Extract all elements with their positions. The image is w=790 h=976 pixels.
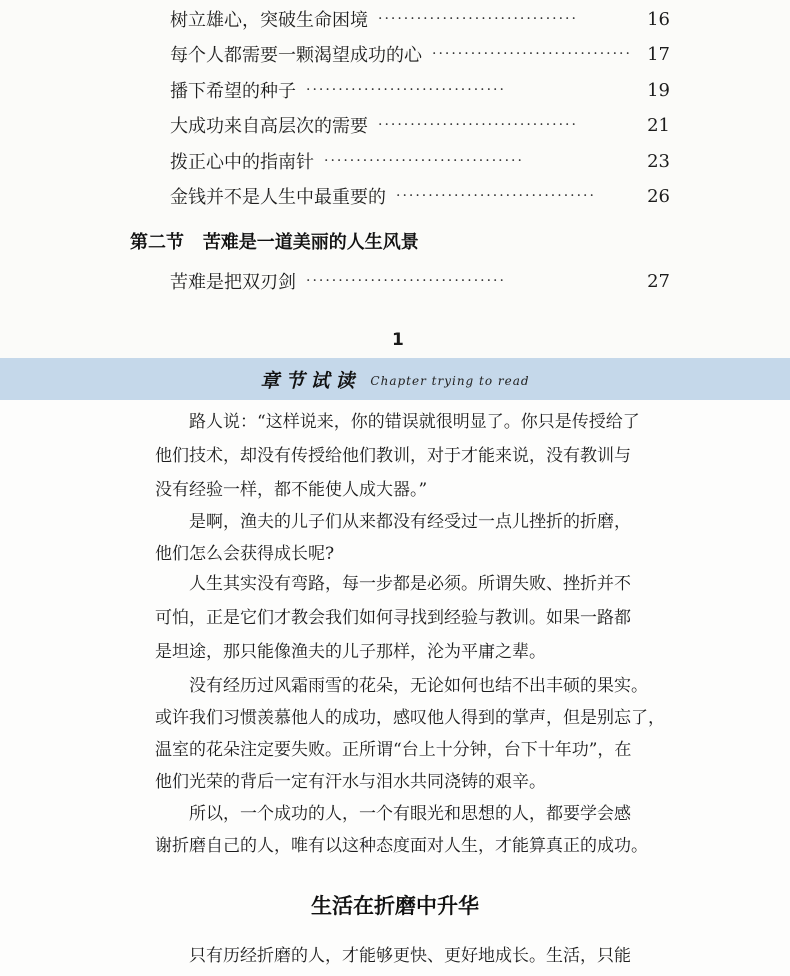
toc-leader-dots: ······························· xyxy=(324,153,524,169)
toc-section-heading[interactable] xyxy=(130,228,419,254)
chapter-preview-banner xyxy=(0,358,790,400)
body-line: 所以，一个成功的人，一个有眼光和思想的人，都要学会感 xyxy=(155,804,631,824)
body-line: 他们光荣的背后一定有汗水与泪水共同浇铸的艰辛。 xyxy=(155,772,546,792)
toc-page xyxy=(0,0,790,358)
body-line: 是坦途，那只能像渔夫的儿子那样，沦为平庸之辈。 xyxy=(155,642,546,662)
toc-entry[interactable] xyxy=(170,266,670,296)
section-subtitle: 生活在折磨中升华 xyxy=(311,894,479,918)
body-line: 只有历经折磨的人，才能够更快、更好地成长。生活，只能 xyxy=(155,946,631,966)
toc-entry-page: 17 xyxy=(647,43,670,65)
toc-entry[interactable] xyxy=(170,110,670,140)
body-line: 可怕，正是它们才教会我们如何寻找到经验与教训。如果一路都 xyxy=(155,608,631,628)
body-line: 是啊，渔夫的儿子们从来都没有经受过一点儿挫折的折磨， xyxy=(155,512,631,532)
toc-leader-dots: ······························· xyxy=(378,117,578,133)
toc-entry-page: 19 xyxy=(647,79,670,101)
toc-entry-title: 大成功来自高层次的需要 xyxy=(170,116,368,137)
toc-entry[interactable] xyxy=(170,181,670,211)
toc-entry[interactable] xyxy=(170,4,670,34)
toc-entry-page: 16 xyxy=(647,8,670,30)
toc-entry-title: 金钱并不是人生中最重要的 xyxy=(170,187,386,208)
toc-entry-title: 树立雄心，突破生命困境 xyxy=(170,10,368,31)
body-line: 人生其实没有弯路，每一步都是必须。所谓失败、挫折并不 xyxy=(155,574,631,594)
toc-entry-title: 苦难是把双刃剑 xyxy=(170,272,296,293)
toc-entry-page: 21 xyxy=(647,114,670,136)
banner-title-cn: 章节试读 xyxy=(260,369,361,392)
body-line: 他们技术，却没有传授给他们教训，对于才能来说，没有教训与 xyxy=(155,446,631,466)
section-label: 第二节 xyxy=(130,232,184,253)
body-line: 或许我们习惯羡慕他人的成功，感叹他人得到的掌声，但是别忘了， xyxy=(155,708,665,728)
toc-entry[interactable] xyxy=(170,146,670,176)
toc-entry-page: 27 xyxy=(647,270,670,292)
page-number: 1 xyxy=(392,330,404,350)
body-line: 谢折磨自己的人，唯有以这种态度面对人生，才能算真正的成功。 xyxy=(155,836,648,856)
chapter-text-page xyxy=(0,400,790,976)
toc-entry[interactable] xyxy=(170,75,670,105)
body-line: 没有经历过风霜雨雪的花朵，无论如何也结不出丰硕的果实。 xyxy=(155,676,648,696)
toc-entry-page: 23 xyxy=(647,150,670,172)
toc-leader-dots: ······························· xyxy=(396,188,596,204)
toc-entry[interactable] xyxy=(170,39,670,69)
body-line: 他们怎么会获得成长呢? xyxy=(155,544,335,564)
section-title: 苦难是一道美丽的人生风景 xyxy=(202,232,419,253)
banner-title-en: Chapter trying to read xyxy=(370,374,530,388)
toc-entry-title: 播下希望的种子 xyxy=(170,81,296,102)
toc-leader-dots: ······························· xyxy=(306,273,506,289)
toc-leader-dots: ······························· xyxy=(432,46,632,62)
toc-entry-title: 每个人都需要一颗渴望成功的心 xyxy=(170,45,422,66)
toc-leader-dots: ······························· xyxy=(306,82,506,98)
toc-entry-page: 26 xyxy=(647,185,670,207)
body-line: 路人说：“这样说来，你的错误就很明显了。你只是传授给了 xyxy=(155,412,640,432)
toc-leader-dots: ······························· xyxy=(378,11,578,27)
body-line: 温室的花朵注定要失败。正所谓“台上十分钟，台下十年功”，在 xyxy=(155,740,632,760)
toc-entry-title: 拨正心中的指南针 xyxy=(170,152,314,173)
body-line: 没有经验一样，都不能使人成大器。” xyxy=(155,480,428,500)
